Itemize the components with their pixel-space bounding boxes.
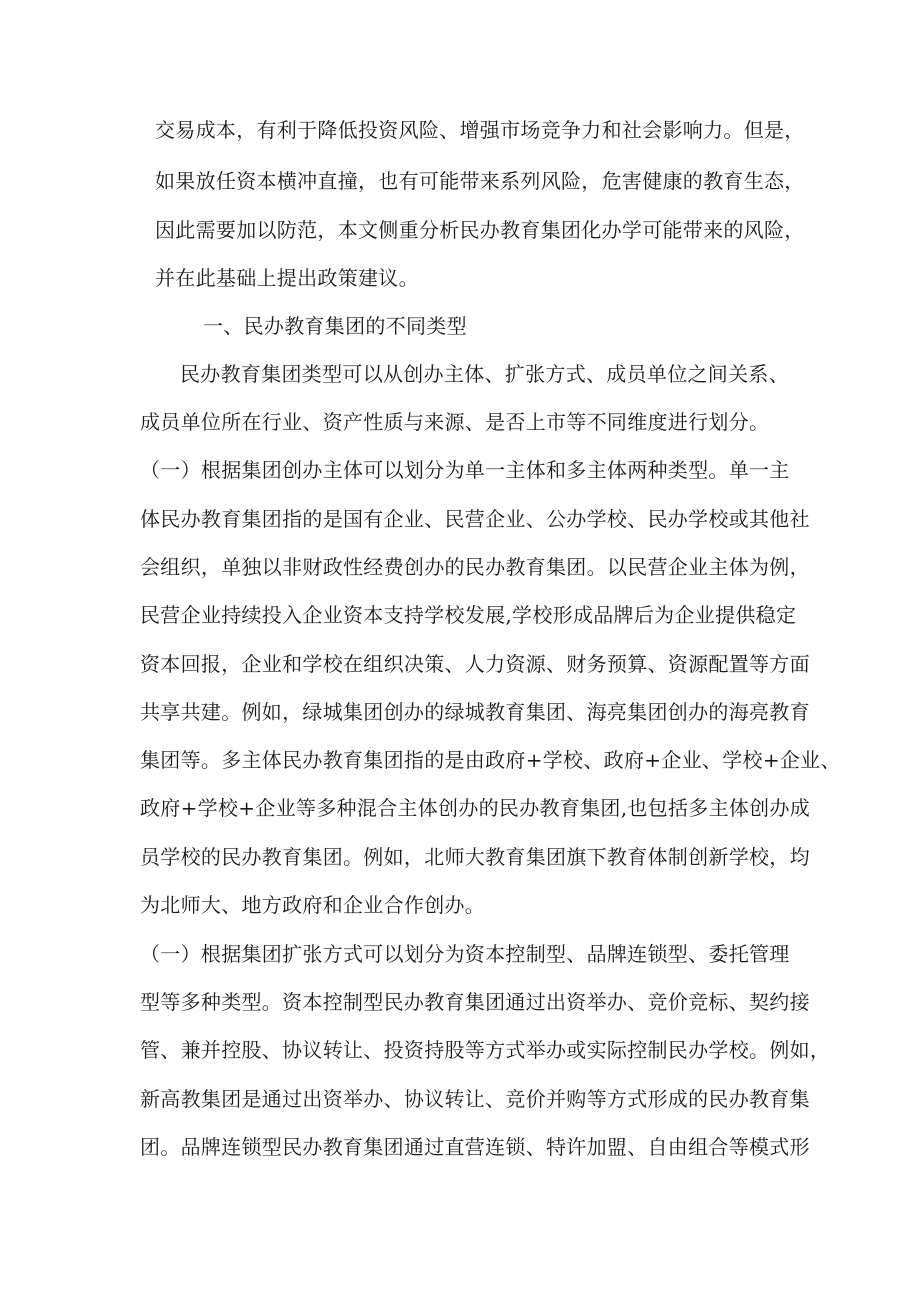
text-line: 集团等。多主体民办教育集团指的是由政府+学校、政府+企业、学校+企业、	[140, 748, 841, 772]
text-line: （一）根据集团创办主体可以划分为单一主体和多主体两种类型。单一主	[140, 458, 790, 482]
text-line: 成员单位所在行业、资产性质与来源、是否上市等不同维度进行划分。	[140, 410, 770, 434]
text-line: 型等多种类型。资本控制型民办教育集团通过出资举办、竞价竞标、契约接	[140, 990, 810, 1014]
text-line: 资本回报，企业和学校在组织决策、人力资源、财务预算、资源配置等方面	[140, 652, 810, 676]
text-line: 交易成本，有利于降低投资风险、增强市场竞争力和社会影响力。但是，	[155, 118, 805, 142]
text-line: 政府+学校+企业等多种混合主体创办的民办教育集团,也包括多主体创办成	[140, 796, 811, 820]
text-line: 会组织，单独以非财政性经费创办的民办教育集团。以民营企业主体为例，	[140, 555, 810, 579]
text-line: 管、兼并控股、协议转让、投资持股等方式举办或实际控制民办学校。例如，	[140, 1038, 831, 1062]
text-line: 因此需要加以防范，本文侧重分析民办教育集团化办学可能带来的风险，	[155, 218, 805, 242]
text-line: 民办教育集团类型可以从创办主体、扩张方式、成员单位之间关系、	[180, 362, 789, 386]
text-line: 团。品牌连锁型民办教育集团通过直营连锁、特许加盟、自由组合等模式形	[140, 1135, 810, 1159]
text-line: 员学校的民办教育集团。例如，北师大教育集团旗下教育体制创新学校，均	[140, 845, 810, 869]
text-line: 如果放任资本横冲直撞，也有可能带来系列风险，危害健康的教育生态，	[155, 169, 805, 193]
text-line: 并在此基础上提出政策建议。	[155, 266, 419, 290]
text-line: （一）根据集团扩张方式可以划分为资本控制型、品牌连锁型、委托管理	[140, 942, 790, 966]
text-line: 新高教集团是通过出资举办、协议转让、竞价并购等方式形成的民办教育集	[140, 1087, 810, 1111]
text-line: 为北师大、地方政府和企业合作创办。	[140, 893, 486, 917]
text-line: 体民办教育集团指的是国有企业、民营企业、公办学校、民办学校或其他社	[140, 507, 810, 531]
text-line: 民营企业持续投入企业资本支持学校发展,学校形成品牌后为企业提供稳定	[140, 603, 797, 627]
text-line: 共享共建。例如，绿城集团创办的绿城教育集团、海亮集团创办的海亮教育	[140, 700, 810, 724]
section-heading: 一、民办教育集团的不同类型	[203, 314, 467, 338]
